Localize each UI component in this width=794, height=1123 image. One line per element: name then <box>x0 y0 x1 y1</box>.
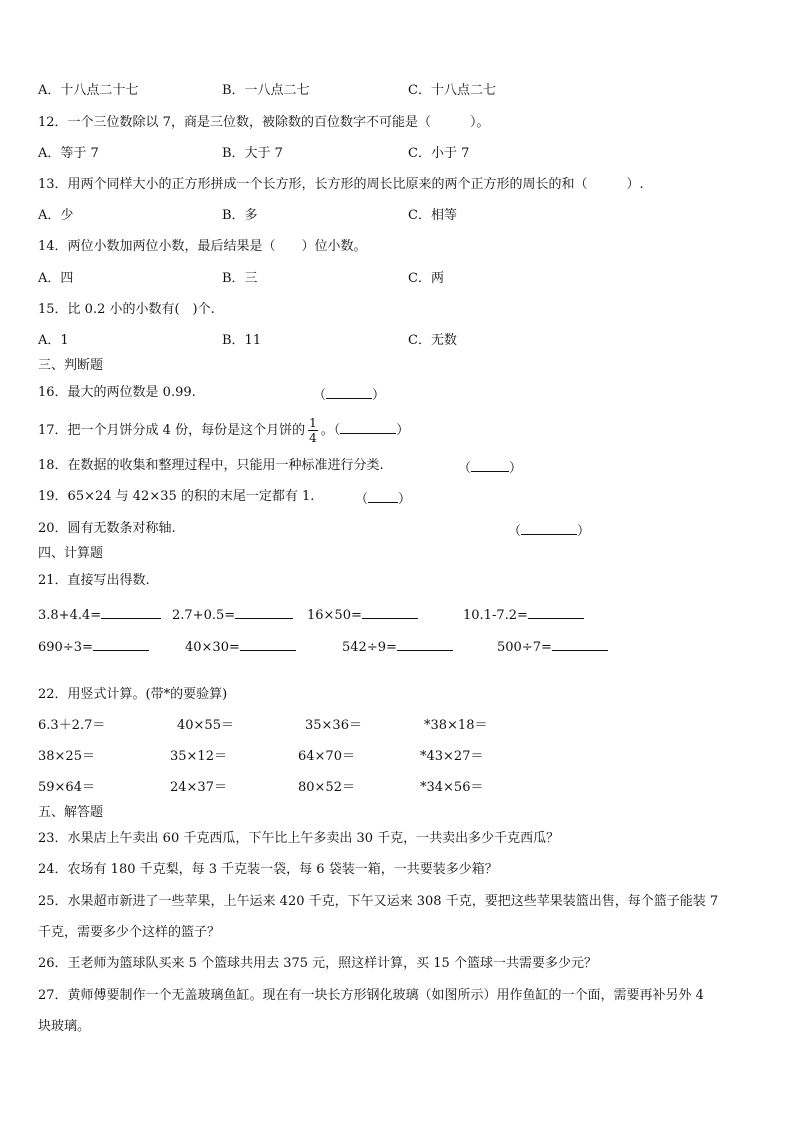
q12-option-c: C．小于 7 <box>408 146 470 161</box>
q21-item[interactable]: 10.1-7.2= <box>463 604 584 625</box>
q22-item: 80×52＝ <box>298 780 355 795</box>
q19-statement: 19．65×24 与 42×35 的积的末尾一定都有 1. <box>38 489 315 504</box>
q16-answer-blank[interactable] <box>313 384 385 405</box>
paren-right: ） <box>577 524 591 539</box>
q13-question: 13．用两个同样大小的正方形拼成一个长方形，长方形的周长比原来的两个正方形的周长的和（ ）. <box>38 177 644 192</box>
q22-item: 35×12＝ <box>170 749 227 764</box>
q22-item: *38×18＝ <box>424 718 488 733</box>
q18-statement: 18．在数据的收集和整理过程中，只能用一种标准进行分类. <box>38 458 384 473</box>
q14-option-c: C．两 <box>408 271 444 286</box>
paren-left: （ <box>313 388 327 403</box>
q17-statement <box>38 416 409 445</box>
q17-text: 17．把一个月饼分成 4 份，每份是这个月饼的 <box>38 423 306 438</box>
q21-item[interactable]: 16×50= <box>307 604 418 625</box>
q25-problem-line1: 25．水果超市新进了一些苹果，上午运来 420 千克，下午又运来 308 千克，要把这些苹果装篮出售，每个篮子能装 7 <box>38 894 719 909</box>
q16-statement: 16．最大的两位数是 0.99. <box>38 385 196 400</box>
q14-question: 14．两位小数加两位小数，最后结果是（ ）位小数。 <box>38 239 367 254</box>
q21-item[interactable]: 542÷9= <box>342 636 453 657</box>
q22-instruction: 22．用竖式计算。(带*的要验算) <box>38 687 228 702</box>
q22-item: 6.3＋2.7＝ <box>38 718 106 733</box>
q15-option-c: C．无数 <box>408 333 457 348</box>
q20-statement: 20．圆有无数条对称轴. <box>38 521 176 536</box>
section-4-heading: 四、计算题 <box>38 546 104 561</box>
q22-item: *34×56＝ <box>420 780 484 795</box>
q20-answer-blank[interactable] <box>508 520 590 541</box>
q22-item: 38×25＝ <box>38 749 95 764</box>
paren-left: （ <box>355 492 369 507</box>
q11-option-b: B．一八点二七 <box>222 83 310 98</box>
q22-item: 40×55＝ <box>177 718 234 733</box>
q21-item[interactable]: 3.8+4.4= <box>38 604 161 625</box>
paren-left: （ <box>508 524 522 539</box>
section-5-heading: 五、解答题 <box>38 805 104 820</box>
q22-item: *43×27＝ <box>420 749 484 764</box>
q15-option-a: A．1 <box>38 333 69 348</box>
q13-option-c: C．相等 <box>408 208 457 223</box>
q12-option-b: B．大于 7 <box>222 146 283 161</box>
q22-item: 59×64＝ <box>38 780 95 795</box>
q21-item[interactable]: 500÷7= <box>497 636 608 657</box>
q13-option-a: A．少 <box>38 208 74 223</box>
q19-answer-blank[interactable] <box>355 488 411 509</box>
q22-item: 64×70＝ <box>298 749 355 764</box>
q15-question: 15．比 0.2 小的小数有( )个. <box>38 302 215 317</box>
q21-item[interactable]: 40×30= <box>185 636 296 657</box>
q14-option-a: A．四 <box>38 271 74 286</box>
q22-item: 35×36＝ <box>305 718 362 733</box>
q15-option-b: B．11 <box>222 333 262 348</box>
section-3-heading: 三、判断题 <box>38 358 104 373</box>
q11-option-c: C．十八点二七 <box>408 83 496 98</box>
q26-problem: 26．王老师为篮球队买来 5 个篮球共用去 375 元，照这样计算，买 15 个篮球一共需要多少元？ <box>38 956 597 971</box>
q18-answer-blank[interactable] <box>458 457 522 478</box>
fraction-one-quarter: $\frac{1}{4}$ <box>309 416 317 445</box>
q27-problem-line2: 块玻璃。 <box>38 1019 91 1034</box>
paren-right: ） <box>509 461 523 476</box>
q25-problem-line2: 千克，需要多少个这样的篮子？ <box>38 925 221 940</box>
q12-question: 12．一个三位数除以 7，商是三位数，被除数的百位数字不可能是（ ）。 <box>38 115 490 130</box>
q21-item[interactable]: 690÷3= <box>38 636 149 657</box>
paren-right: ） <box>396 423 410 438</box>
q21-item[interactable]: 2.7+0.5= <box>172 604 293 625</box>
q13-option-b: B．多 <box>222 208 258 223</box>
q23-problem: 23．水果店上午卖出 60 千克西瓜，下午比上午多卖出 30 千克，一共卖出多少千克西瓜？ <box>38 831 560 846</box>
paren-right: ） <box>372 388 386 403</box>
q12-option-a: A．等于 7 <box>38 146 99 161</box>
q22-item: 24×37＝ <box>170 780 227 795</box>
q11-option-a: A．十八点二十七 <box>38 83 139 98</box>
q24-problem: 24．农场有 180 千克梨，每 3 千克装一袋，每 6 袋装一箱，一共要装多少箱？ <box>38 862 498 877</box>
q17-text-post: 。（ <box>320 423 341 438</box>
q14-option-b: B．三 <box>222 271 258 286</box>
paren-left: （ <box>458 461 472 476</box>
q17-answer-blank[interactable] <box>340 419 396 434</box>
q21-instruction: 21．直接写出得数. <box>38 573 150 588</box>
paren-right: ） <box>398 492 412 507</box>
q27-problem-line1: 27．黄师傅要制作一个无盖玻璃鱼缸。现在有一块长方形钢化玻璃（如图所示）用作鱼缸的一个面，需要再补另外 4 <box>38 988 704 1003</box>
